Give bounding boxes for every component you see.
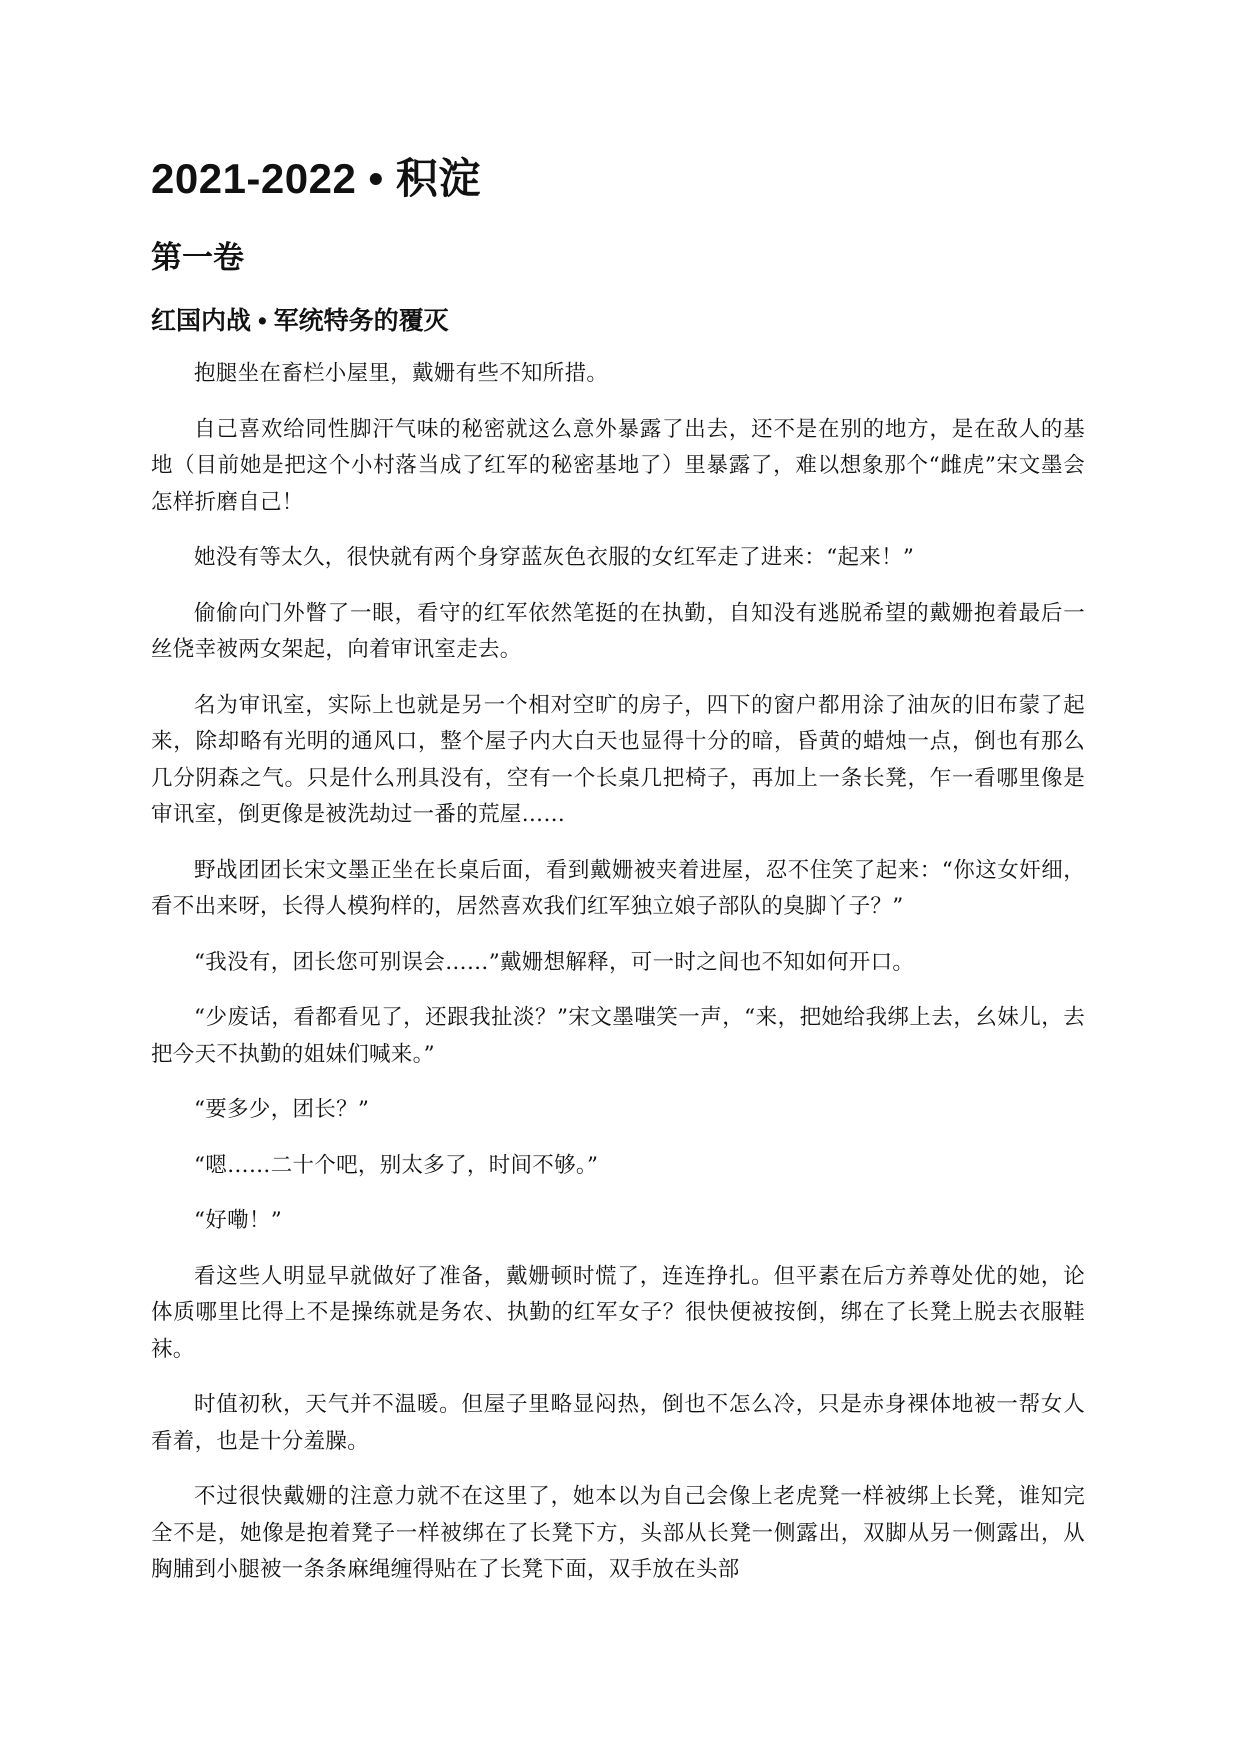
paragraph: “嗯……二十个吧，别太多了，时间不够。” — [194, 1152, 599, 1178]
paragraph: “我没有，团长您可别误会……”戴姗想解释，可一时之间也不知如何开口。 — [194, 949, 915, 975]
paragraph: 时值初秋，天气并不温暖。但屋子里略显闷热，倒也不怎么冷，只是赤身裸体地被一帮女人看着，也是十分羞臊。 — [151, 1392, 1085, 1454]
paragraph: 不过很快戴姗的注意力就不在这里了，她本以为自己会像上老虎凳一样被绑上长凳，谁知完全不是，她像是抱着凳子一样被绑在了长凳下方，头部从长凳一侧露出，双脚从另一侧露出，从胸脯到小腿被一条条麻绳缠得贴在了长凳下面，双手放在头部 — [151, 1484, 1085, 1582]
body-text — [151, 356, 1085, 1589]
paragraph: 抱腿坐在畜栏小屋里，戴姗有些不知所措。 — [194, 361, 609, 386]
chapter-title: 红国内战 • 军统特务的覆灭 — [151, 307, 449, 335]
paragraph: 名为审讯室，实际上也就是另一个相对空旷的房子，四下的窗户都用涂了油灰的旧布蒙了起来，除却略有光明的通风口，整个屋子内大白天也显得十分的暗，昏黄的蜡烛一点，倒也有那么几分阴森之气。只是什么刑具没有，空有一个长桌几把椅子，再加上一条长凳，乍一看哪里像是审讯室，倒更像是被洗劫过一番的荒屋…… — [151, 692, 1085, 827]
paragraph: 看这些人明显早就做好了准备，戴姗顿时慌了，连连挣扎。但平素在后方养尊处优的她，论体质哪里比得上不是操练就是务农、执勤的红军女子？很快便被按倒，绑在了长凳上脱去衣服鞋袜。 — [151, 1263, 1085, 1362]
paragraph: 偷偷向门外瞥了一眼，看守的红军依然笔挺的在执勤，自知没有逃脱希望的戴姗抱着最后一丝侥幸被两女架起，向着审讯室走去。 — [151, 600, 1085, 662]
paragraph: 她没有等太久，很快就有两个身穿蓝灰色衣服的女红军走了进来：“起来！” — [194, 545, 915, 570]
paragraph: “好嘞！” — [194, 1208, 282, 1233]
book-title: 2021-2022 • 积淀 — [151, 155, 481, 202]
paragraph: “要多少，团长？” — [194, 1097, 370, 1122]
volume-title: 第一卷 — [151, 240, 244, 275]
page-content — [151, 150, 1085, 1608]
paragraph: “少废话，看都看见了，还跟我扯淡？”宋文墨嗤笑一声，“来，把她给我绑上去，幺妹儿，去把今天不执勤的姐妹们喊来。” — [151, 1005, 1085, 1067]
paragraph: 自己喜欢给同性脚汗气味的秘密就这么意外暴露了出去，还不是在别的地方，是在敌人的基地（目前她是把这个小村落当成了红军的秘密基地了）里暴露了，难以想象那个“雌虎”宋文墨会怎样折磨自己！ — [151, 416, 1085, 515]
paragraph: 野战团团长宋文墨正坐在长桌后面，看到戴姗被夹着进屋，忍不住笑了起来：“你这女奸细，看不出来呀，长得人模狗样的，居然喜欢我们红军独立娘子部队的臭脚丫子？” — [151, 857, 1085, 919]
